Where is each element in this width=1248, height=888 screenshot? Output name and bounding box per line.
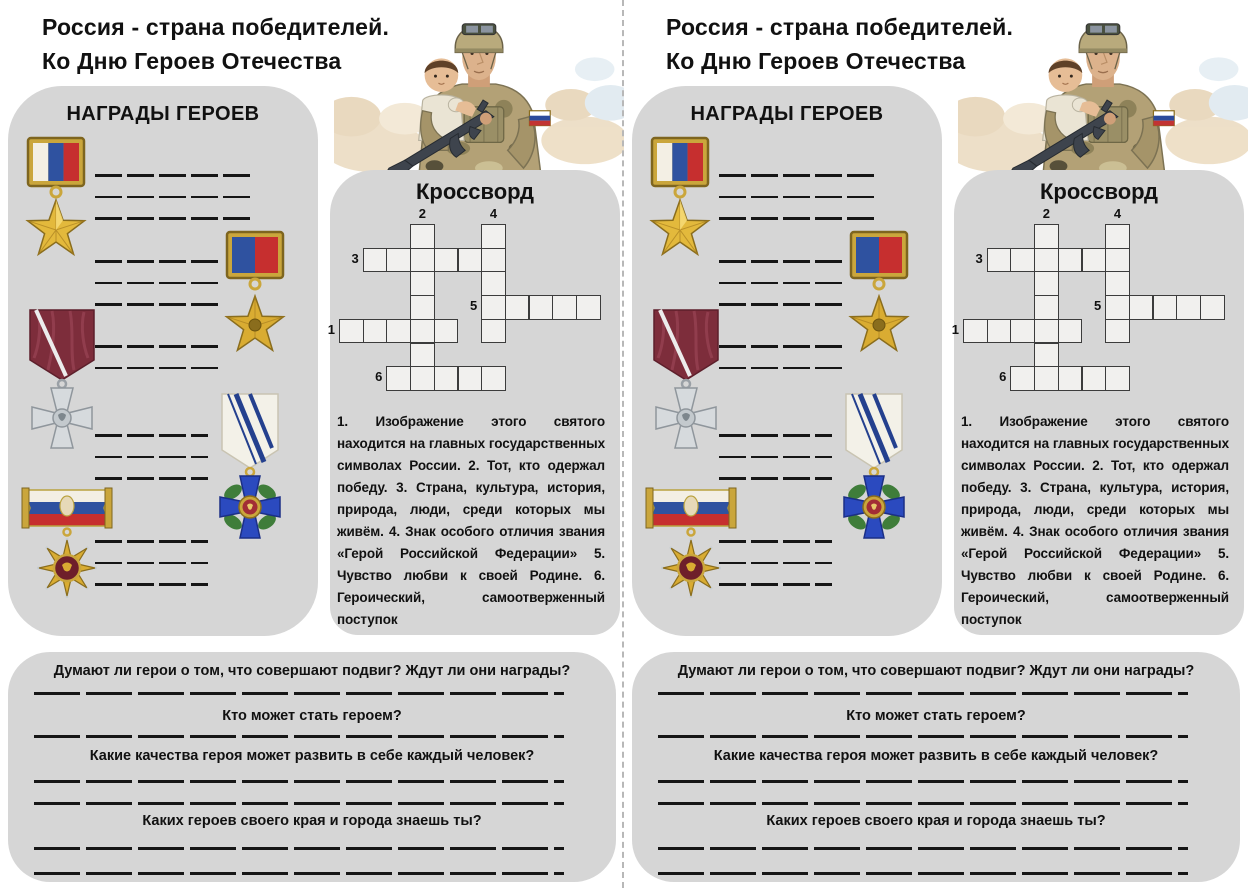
question-label: Думают ли герои о том, что совершают подвиг? Ждут ли они награды?	[677, 663, 1195, 679]
page-cut-divider	[622, 0, 624, 888]
blank-write-line	[95, 303, 222, 306]
title-line-1: Россия - страна победителей.	[666, 14, 1014, 40]
crossword-number: 5	[469, 298, 478, 314]
answer-write-line	[34, 780, 564, 783]
blank-write-line	[95, 434, 208, 437]
blank-write-line	[95, 562, 208, 565]
crossword-cell	[1200, 295, 1225, 320]
crossword-cell	[410, 366, 435, 391]
order-parental-glory-blue-cross-icon	[830, 392, 918, 546]
medal-name-write-lines	[719, 345, 846, 388]
answer-write-line	[658, 692, 1188, 695]
answer-write-line	[34, 802, 564, 805]
crossword-cell	[410, 319, 435, 344]
medal-name-write-lines	[719, 540, 832, 605]
question-label: Думают ли герои о том, что совершают подвиг? Ждут ли они награды?	[53, 663, 571, 679]
crossword-cell	[1105, 248, 1130, 273]
question-label: Кто может стать героем?	[222, 708, 402, 724]
crossword-cell	[481, 271, 506, 296]
crossword-number: 1	[327, 321, 335, 337]
crossword-cell	[505, 295, 530, 320]
crossword-cell	[1010, 319, 1035, 344]
russian-flag-patch-graphic	[529, 111, 550, 126]
crossword-cell	[458, 366, 483, 391]
blank-write-line	[95, 196, 253, 199]
crossword-cell	[1129, 295, 1154, 320]
blank-write-line	[95, 217, 253, 220]
answer-write-line	[658, 872, 1188, 875]
crossword-cell	[410, 224, 435, 249]
blank-write-line	[719, 540, 832, 543]
crossword-cell	[1034, 224, 1059, 249]
crossword-number: 4	[1113, 206, 1122, 221]
page-title	[666, 10, 1013, 78]
medal-name-write-lines	[719, 434, 832, 499]
crossword-cell	[1105, 295, 1130, 320]
crossword-number: 6	[375, 369, 383, 385]
crossword-cell	[1082, 248, 1107, 273]
crossword-cell	[1058, 366, 1083, 391]
crossword-panel	[951, 170, 1244, 635]
question-label: Каких героев своего края и города знаешь ты?	[766, 813, 1106, 829]
crossword-cell	[481, 248, 506, 273]
crossword-cell	[1105, 224, 1130, 249]
crossword-cell	[1034, 295, 1059, 320]
answer-write-line	[658, 802, 1188, 805]
crossword-cell	[434, 248, 459, 273]
crossword-cell	[1010, 366, 1035, 391]
answer-write-line	[658, 847, 1188, 850]
crossword-cell	[458, 248, 483, 273]
blank-write-line	[95, 174, 253, 177]
question-label: Кто может стать героем?	[846, 708, 1026, 724]
blank-write-line	[719, 583, 832, 586]
crossword-cell	[410, 295, 435, 320]
crossword-cell	[987, 248, 1012, 273]
russian-flag-patch-graphic	[1153, 111, 1174, 126]
crossword-number: 4	[489, 206, 498, 221]
medal-name-write-lines	[95, 345, 222, 388]
blank-write-line	[95, 282, 222, 285]
crossword-cell	[386, 319, 411, 344]
crossword-cell	[1034, 343, 1059, 368]
page-title	[42, 10, 389, 78]
crossword-cell	[410, 343, 435, 368]
medal-hero-of-labour-gold-star-icon	[211, 230, 299, 368]
blank-write-line	[95, 456, 208, 459]
blank-write-line	[719, 562, 832, 565]
crossword-cell	[434, 319, 459, 344]
blank-write-line	[719, 282, 846, 285]
medal-hero-of-russia-gold-star-icon	[644, 136, 716, 268]
answer-write-line	[34, 692, 564, 695]
crossword-cell	[1034, 319, 1059, 344]
blank-write-line	[95, 345, 222, 348]
medal-hero-of-labour-gold-star-icon	[835, 230, 923, 368]
worksheet-page	[624, 0, 1248, 888]
crossword-number: 3	[975, 250, 983, 266]
blank-write-line	[719, 260, 846, 263]
crossword-grid	[327, 170, 620, 410]
crossword-cell	[1105, 319, 1130, 344]
crossword-number: 5	[1093, 298, 1102, 314]
awards-heading: НАГРАДЫ ГЕРОЕВ	[66, 103, 260, 125]
question-label: Какие качества героя может развить в себе каждый человек?	[713, 748, 1159, 764]
crossword-grid	[951, 170, 1244, 410]
order-of-courage-silver-cross-icon	[18, 308, 106, 452]
blank-write-line	[95, 477, 208, 480]
crossword-cell	[386, 248, 411, 273]
crossword-cell	[1010, 248, 1035, 273]
blank-write-line	[719, 174, 877, 177]
question-label: Каких героев своего края и города знаешь ты?	[142, 813, 482, 829]
medal-name-write-lines	[95, 434, 208, 499]
crossword-cell	[481, 224, 506, 249]
crossword-cell	[363, 248, 388, 273]
crossword-number: 6	[999, 369, 1007, 385]
blank-write-line	[719, 217, 877, 220]
crossword-cell	[1034, 248, 1059, 273]
blank-write-line	[719, 477, 832, 480]
questions-list	[632, 652, 1240, 875]
crossword-cell	[1105, 366, 1130, 391]
crossword-number: 1	[951, 321, 959, 337]
answer-write-line	[34, 847, 564, 850]
crossword-cell	[481, 366, 506, 391]
crossword-heading: Кроссворд	[415, 179, 534, 204]
order-of-courage-silver-cross-icon	[642, 308, 730, 452]
crossword-number: 2	[1042, 206, 1050, 221]
blank-write-line	[95, 367, 222, 370]
questions-list	[8, 652, 616, 875]
medal-name-write-lines	[719, 174, 877, 239]
crossword-cell	[1058, 319, 1083, 344]
blank-write-line	[95, 583, 208, 586]
medal-name-write-lines	[95, 174, 253, 239]
crossword-number: 3	[351, 250, 359, 266]
blank-write-line	[95, 260, 222, 263]
crossword-heading: Кроссворд	[1039, 179, 1158, 204]
crossword-cell	[1153, 295, 1178, 320]
crossword-cell	[481, 295, 506, 320]
crossword-cell	[481, 319, 506, 344]
crossword-cell	[339, 319, 364, 344]
title-line-1: Россия - страна победителей.	[42, 14, 390, 40]
answer-write-line	[658, 780, 1188, 783]
awards-panel	[8, 86, 318, 636]
crossword-clues: 1. Изображение этого святого находится на главных государственных символах России. 2. Тот, кто одержал победу. 3. Страна, культура, история, природа, люди, среди которых мы живём. 4. Знак особого отличия звания «Герой Российской Федерации» 5. Чувство любви к своей Родине. 6. Героический, самоотверженный поступок	[961, 414, 1229, 627]
crossword-panel	[327, 170, 620, 635]
medal-name-write-lines	[719, 260, 846, 325]
questions-panel	[632, 652, 1240, 882]
blank-write-line	[719, 367, 846, 370]
title-line-2: Ко Дню Героев Отечества	[666, 48, 966, 74]
crossword-cell	[1034, 366, 1059, 391]
medal-name-write-lines	[95, 260, 222, 325]
crossword-cell	[1058, 248, 1083, 273]
crossword-cell	[386, 366, 411, 391]
crossword-cell	[363, 319, 388, 344]
medal-hero-of-russia-gold-star-icon	[20, 136, 92, 268]
medal-name-write-lines	[95, 540, 208, 605]
title-line-2: Ко Дню Героев Отечества	[42, 48, 342, 74]
crossword-cell	[1082, 366, 1107, 391]
crossword-cell	[1034, 271, 1059, 296]
order-parental-glory-blue-cross-icon	[206, 392, 294, 546]
answer-write-line	[34, 872, 564, 875]
blank-write-line	[719, 303, 846, 306]
crossword-clues: 1. Изображение этого святого находится на главных государственных символах России. 2. Тот, кто одержал победу. 3. Страна, культура, история, природа, люди, среди которых мы живём. 4. Знак особого отличия звания «Герой Российской Федерации» 5. Чувство любви к своей Родине. 6. Героический, самоотверженный поступок	[337, 414, 605, 627]
crossword-cell	[963, 319, 988, 344]
crossword-cell	[552, 295, 577, 320]
answer-write-line	[658, 735, 1188, 738]
crossword-cell	[576, 295, 601, 320]
blank-write-line	[719, 196, 877, 199]
crossword-cell	[987, 319, 1012, 344]
crossword-cell	[1105, 271, 1130, 296]
crossword-cell	[1176, 295, 1201, 320]
blank-write-line	[719, 345, 846, 348]
crossword-cell	[410, 271, 435, 296]
blank-write-line	[719, 434, 832, 437]
crossword-number: 2	[418, 206, 426, 221]
blank-write-line	[719, 456, 832, 459]
blank-write-line	[95, 540, 208, 543]
answer-write-line	[34, 735, 564, 738]
awards-heading: НАГРАДЫ ГЕРОЕВ	[690, 103, 884, 125]
questions-panel	[8, 652, 616, 882]
crossword-cell	[434, 366, 459, 391]
awards-panel	[632, 86, 942, 636]
crossword-cell	[410, 248, 435, 273]
question-label: Какие качества героя может развить в себе каждый человек?	[89, 748, 535, 764]
crossword-cell	[529, 295, 554, 320]
